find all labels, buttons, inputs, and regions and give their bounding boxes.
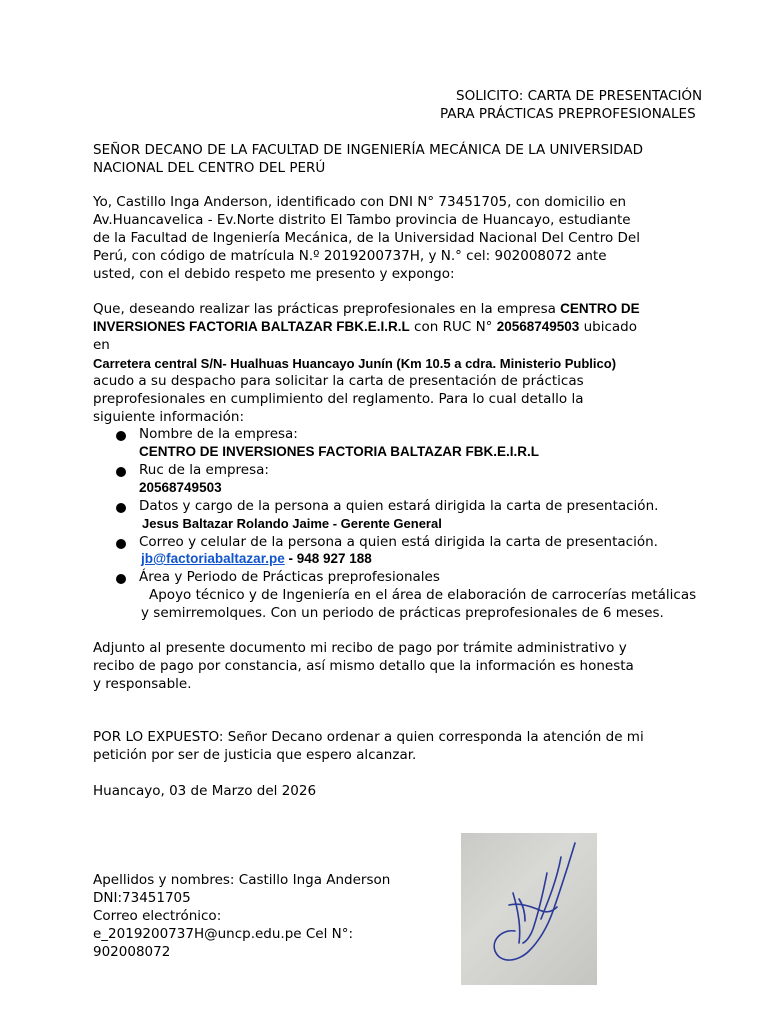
request-line-2 (93, 318, 683, 336)
request-line-5: acudo a su despacho para solicitar la carta de presentación de prácticas (93, 373, 584, 389)
attachment-line-2: recibo de pago por constancia, así mismo detallo que la información es honesta (93, 658, 634, 674)
ruc-value: 20568749503 (139, 480, 222, 495)
company-name-start: CENTRO DE (560, 301, 640, 316)
request-paragraph (93, 300, 683, 354)
company-address: Carretera central S/N- Hualhuas Huancayo Junín (Km 10.5 a cdra. Ministerio Publico) (93, 356, 617, 371)
email-phone-value (141, 550, 372, 568)
email-label: Correo y celular de la persona a quien está dirigida la carta de presentación. (139, 534, 658, 550)
intro-line-2: Av.Huancavelica - Ev.Norte distrito El Tambo provincia de Huancayo, estudiante (93, 212, 631, 228)
closing-paragraph (93, 728, 673, 764)
signer-email-label: Correo electrónico: (93, 908, 222, 924)
subject-line-2: PARA PRÁCTICAS PREPROFESIONALES (440, 106, 696, 122)
ruc-label: Ruc de la empresa: (139, 462, 269, 478)
intro-line-3: de la Facultad de Ingeniería Mecánica, de la Universidad Nacional Del Centro Del (93, 230, 640, 246)
request-line-6: preprofesionales en cumplimiento del reglamento. Para lo cual detallo la (93, 391, 584, 407)
contact-phone: - 948 927 188 (284, 551, 372, 566)
closing-line-1: POR LO EXPUESTO: Señor Decano ordenar a quien corresponda la atención de mi (93, 729, 644, 745)
intro-line-4: Perú, con código de matrícula N.º 2019200737H, y N.° cel: 902008072 ante (93, 248, 607, 264)
bullet-icon (116, 431, 126, 441)
request-text: Que, deseando realizar las prácticas preprofesionales en la empresa (93, 301, 561, 317)
area-line-2: y semirremolques. Con un periodo de prácticas preprofesionales de 6 meses. (141, 605, 664, 621)
area-line-1: Apoyo técnico y de Ingeniería en el área de elaboración de carrocerías metálicas (149, 587, 697, 603)
area-label: Área y Periodo de Prácticas preprofesionales (139, 569, 440, 585)
addressee-line-2: NACIONAL DEL CENTRO DEL PERÚ (93, 160, 326, 176)
date-line: Huancayo, 03 de Marzo del 2026 (93, 783, 317, 799)
area-description (130, 586, 696, 622)
signer-dni: DNI:73451705 (93, 890, 191, 906)
subject-line-1: SOLICITO: CARTA DE PRESENTACIÓN (456, 88, 703, 104)
signature-scribble (461, 833, 597, 985)
bullet-icon (116, 503, 126, 513)
attachment-line-1: Adjunto al presente documento mi recibo de pago por trámite administrativo y (93, 640, 627, 656)
signature-block (93, 871, 390, 961)
ruc-number: 20568749503 (496, 319, 580, 334)
signer-phone: 902008072 (93, 944, 171, 960)
ruc-prefix: con RUC N° (409, 319, 497, 335)
signer-name: Apellidos y nombres: Castillo Inga Anderson (93, 872, 391, 888)
bullet-icon (116, 467, 126, 477)
request-line-3: en (93, 337, 110, 353)
request-line-7: siguiente información: (93, 409, 245, 425)
bullet-icon (116, 574, 126, 584)
closing-line-2: petición por ser de justicia que espero alcanzar. (93, 747, 417, 763)
company-name-end: INVERSIONES FACTORIA BALTAZAR FBK.E.I.R.L (93, 319, 410, 334)
addressee-line-1: SEÑOR DECANO DE LA FACULTAD DE INGENIERÍA MECÁNICA DE LA UNIVERSIDAD (93, 142, 643, 158)
attachment-paragraph (93, 639, 673, 693)
intro-paragraph (93, 193, 673, 283)
addressee (93, 141, 683, 177)
intro-line-1: Yo, Castillo Inga Anderson, identificado con DNI N° 73451705, con domicilio en (93, 194, 627, 210)
company-name-label: Nombre de la empresa: (139, 426, 298, 442)
bullet-icon (116, 539, 126, 549)
contact-label: Datos y cargo de la persona a quien estará dirigida la carta de presentación. (139, 498, 659, 514)
intro-line-5: usted, con el debido respeto me presento y expongo: (93, 266, 455, 282)
contact-value: Jesus Baltazar Rolando Jaime - Gerente General (142, 516, 442, 531)
request-continuation (93, 372, 683, 426)
signer-email: e_2019200737H@uncp.edu.pe Cel N°: (93, 926, 354, 942)
contact-email-link[interactable]: jb@factoriabaltazar.pe (141, 551, 285, 566)
signature-image (461, 833, 597, 985)
subject-header (440, 87, 730, 123)
located-text: ubicado (579, 319, 638, 335)
request-line-1 (93, 300, 683, 318)
company-name-value: CENTRO DE INVERSIONES FACTORIA BALTAZAR FBK.E.I.R.L (139, 444, 540, 459)
attachment-line-3: y responsable. (93, 676, 192, 692)
